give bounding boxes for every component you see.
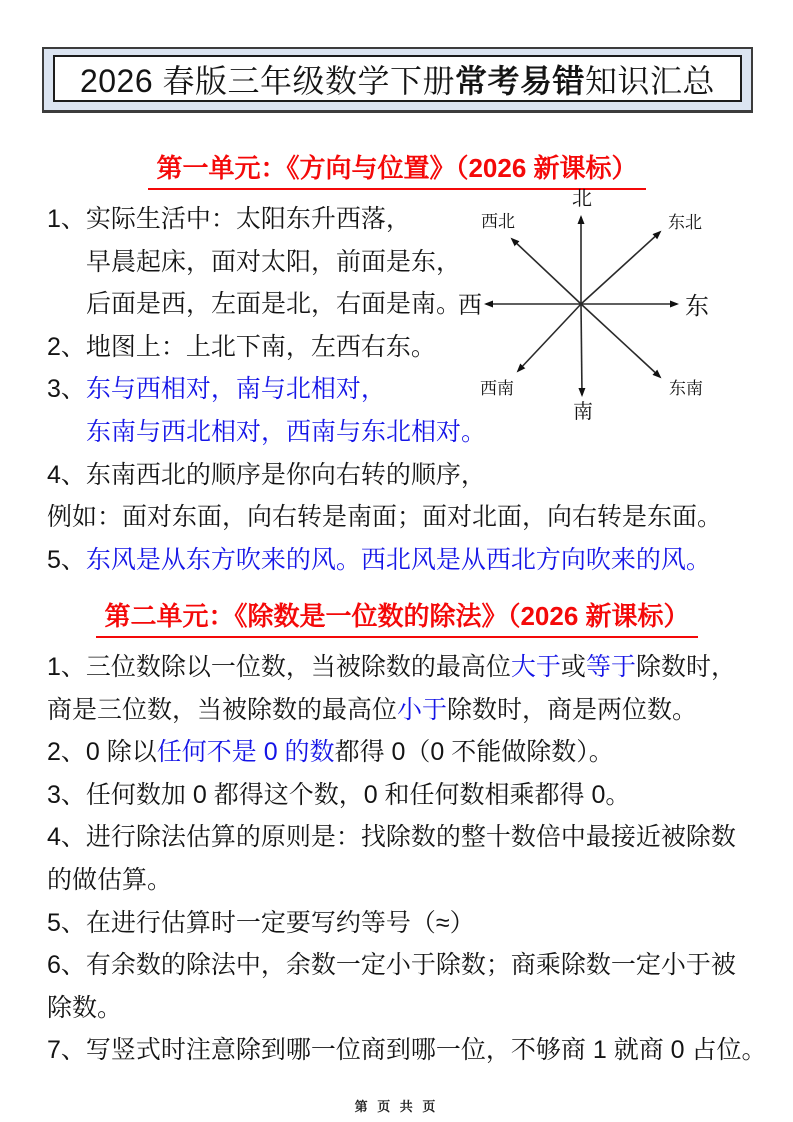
text-segment: 5、在进行估算时一定要写约等号（≈）: [47, 908, 475, 937]
text-line: [47, 816, 747, 859]
text-segment: 除数时，商是两位数。: [447, 695, 698, 724]
text-line: [47, 774, 747, 817]
text-segment: 3、任何数加 0 都得这个数，0 和任何数相乘都得 0。: [47, 780, 631, 809]
compass-label-south: 南: [573, 401, 593, 423]
text-segment: 例如：面对东面，向右转是南面；面对北面，向右转是东面。: [47, 503, 723, 532]
text-line: [47, 944, 747, 987]
title-box: [42, 47, 753, 113]
section-2-heading-text: 第二单元：《除数是一位数的除法》（2026 新课标）: [96, 600, 697, 638]
text-line: [47, 496, 747, 539]
section-division-by-one-digit: [47, 600, 767, 1072]
text-segment: 小于: [397, 695, 448, 724]
compass-arrow-southeast: [581, 304, 660, 377]
text-segment: 东风是从东方吹来的风。西北风是从西北方向吹来的风。: [85, 545, 711, 574]
text-segment: 都得 0（0 不能做除数）。: [334, 738, 614, 767]
text-segment: 4、进行除法估算的原则是：找除数的整十数倍中最接近被除数: [47, 823, 736, 852]
text-line: [47, 987, 747, 1030]
text-segment: 5、: [47, 545, 86, 574]
compass-label-northeast: 东北: [668, 213, 702, 232]
text-line: [47, 731, 747, 774]
text-line: [47, 902, 747, 945]
text-segment: 7、写竖式时注意除到哪一位商到哪一位，不够商 1 就商 0 占位。: [47, 1036, 767, 1065]
text-segment: 4、东南西北的顺序是你向右转的顺序，: [47, 460, 486, 489]
text-segment: 大于: [510, 653, 561, 681]
section-2-body: [47, 646, 767, 1072]
compass-arrow-south: [581, 304, 582, 395]
text-segment: 除数。: [47, 993, 123, 1022]
text-segment: 1、实际生活中：太阳东升西落，: [47, 205, 411, 233]
text-segment: 6、有余数的除法中，余数一定小于除数；商乘除数一定小于被: [47, 951, 736, 980]
title-prefix: 2026 春版三年级数学下册: [79, 62, 456, 99]
page-footer: 第 页 共 页: [354, 1099, 439, 1114]
text-segment: 除数时，: [635, 653, 736, 681]
text-segment: 商是三位数，当被除数的最高位: [47, 695, 398, 724]
text-line: [47, 689, 747, 732]
text-segment: 或: [560, 653, 586, 681]
compass-arrow-northeast: [581, 232, 660, 304]
compass-label-southwest: 西南: [480, 379, 514, 398]
text-line: [47, 454, 747, 497]
text-segment: 3、: [47, 375, 86, 404]
section-2-heading: [47, 600, 747, 638]
compass-arrow-northwest: [512, 239, 581, 304]
compass-arrow-southwest: [518, 304, 581, 371]
text-segment: 2、0 除以: [47, 738, 157, 767]
text-line: [47, 1029, 767, 1072]
compass-svg: [448, 183, 750, 429]
text-segment: 等于: [585, 653, 636, 681]
compass-label-north: 北: [572, 188, 592, 210]
text-segment: 东与西相对，南与北相对，: [85, 375, 386, 404]
text-line: [47, 859, 747, 902]
text-segment: 后面是西，左面是北，右面是南。: [86, 290, 462, 319]
title-suffix: 知识汇总: [585, 62, 716, 99]
text-segment: 1、三位数除以一位数，当被除数的最高位: [47, 653, 511, 681]
text-segment: 东南与西北相对，西南与东北相对。: [86, 417, 487, 446]
compass-label-northwest: 西北: [481, 212, 515, 231]
text-segment: 2、地图上：上北下南，左西右东。: [47, 332, 436, 361]
text-segment: 任何不是 0 的数: [156, 738, 335, 767]
text-line: [47, 539, 747, 582]
text-segment: 的做估算。: [47, 865, 173, 894]
compass-diagram: [448, 183, 750, 429]
text-line: [47, 646, 747, 689]
compass-label-east: 东: [685, 293, 709, 320]
compass-label-southeast: 东南: [669, 379, 703, 398]
text-segment: 早晨起床，面对太阳，前面是东，: [86, 247, 462, 276]
section-1-heading-text: 第一单元：《方向与位置》（2026 新课标）: [148, 152, 645, 190]
compass-label-west: 西: [458, 292, 482, 319]
title-highlight: 常考易错: [455, 62, 586, 99]
page-title: [53, 55, 742, 102]
